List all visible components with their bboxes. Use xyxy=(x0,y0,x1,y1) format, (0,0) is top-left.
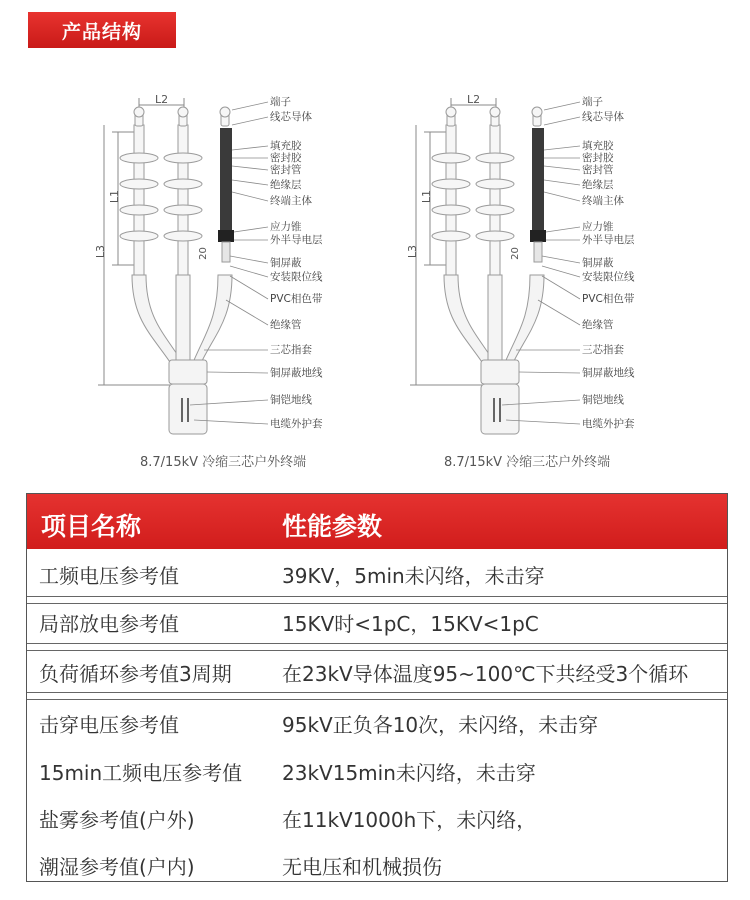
header-parameters: 性能参数 xyxy=(282,512,383,541)
row-name: 负荷循环参考值3周期 xyxy=(39,662,232,686)
label-stress-cone: 应力锥 xyxy=(270,221,302,233)
label-insul-tube: 绝缘管 xyxy=(270,319,302,331)
label-sealant: 密封胶 xyxy=(582,152,614,164)
dim-l1: L1 xyxy=(108,189,122,204)
label-pvc-tape: PVC相色带 xyxy=(270,293,323,305)
label-insulation: 绝缘层 xyxy=(582,179,614,191)
label-pvc-tape: PVC相色带 xyxy=(582,293,635,305)
label-body: 终端主体 xyxy=(270,195,312,207)
spec-table xyxy=(26,493,728,882)
row-value: 95kV正负各10次，未闪络，未击穿 xyxy=(282,713,599,737)
dim-l2: L2 xyxy=(155,93,169,106)
row-value: 在23kV导体温度95~100℃下共经受3个循环 xyxy=(282,662,689,686)
row-value: 无电压和机械损伤 xyxy=(282,855,442,879)
label-terminal: 端子 xyxy=(582,96,603,108)
row-value: 在11kV1000h下，未闪络， xyxy=(282,808,537,832)
table-row xyxy=(27,549,727,597)
row-name: 局部放电参考值 xyxy=(39,612,179,636)
row-name: 盐雾参考值(户外) xyxy=(39,808,195,832)
dim-l3: L3 xyxy=(94,244,108,259)
label-conductor: 线芯导体 xyxy=(582,111,624,123)
termination-diagram-left xyxy=(80,80,410,480)
label-seal-tube: 密封管 xyxy=(270,164,302,176)
label-copper-shield: 铜屏蔽 xyxy=(582,257,614,269)
header-item-name: 项目名称 xyxy=(41,512,142,541)
label-seal-tube: 密封管 xyxy=(582,164,614,176)
table-row xyxy=(27,605,727,644)
table-row xyxy=(27,652,727,693)
label-conductor: 线芯导体 xyxy=(270,111,312,123)
label-sealant: 密封胶 xyxy=(270,152,302,164)
label-terminal: 端子 xyxy=(270,96,291,108)
label-jacket: 电缆外护套 xyxy=(582,418,635,430)
label-body: 终端主体 xyxy=(582,195,624,207)
label-filler: 填充胶 xyxy=(582,140,614,152)
label-semicon: 外半导电层 xyxy=(270,234,323,246)
label-insulation: 绝缘层 xyxy=(270,179,302,191)
table-row xyxy=(27,746,727,793)
label-insul-tube: 绝缘管 xyxy=(582,319,614,331)
label-jacket: 电缆外护套 xyxy=(270,418,323,430)
label-limit-line: 安装限位线 xyxy=(582,271,635,283)
label-breakout: 三芯指套 xyxy=(582,344,624,356)
table-row xyxy=(27,840,727,887)
dim-l3: L3 xyxy=(406,244,420,259)
label-armor-ground: 铜铠地线 xyxy=(270,394,312,406)
diagram-caption: 8.7/15kV 冷缩三芯户外终端 xyxy=(444,455,611,470)
table-header xyxy=(27,494,727,549)
label-shield-ground: 铜屏蔽地线 xyxy=(270,367,323,379)
row-name: 击穿电压参考值 xyxy=(39,713,179,737)
row-value: 15KV时<1pC，15KV<1pC xyxy=(282,612,539,636)
termination-drawing xyxy=(80,80,410,480)
label-semicon: 外半导电层 xyxy=(582,234,635,246)
table-row xyxy=(27,793,727,840)
table-row xyxy=(27,701,727,746)
row-value: 39KV，5min未闪络，未击穿 xyxy=(282,564,545,588)
dim-20: 20 xyxy=(509,247,521,260)
dim-l1: L1 xyxy=(420,189,434,204)
row-name: 潮湿参考值(户内) xyxy=(39,855,195,879)
label-armor-ground: 铜铠地线 xyxy=(582,394,624,406)
label-copper-shield: 铜屏蔽 xyxy=(270,257,302,269)
diagram-caption: 8.7/15kV 冷缩三芯户外终端 xyxy=(140,455,307,470)
row-name: 工频电压参考值 xyxy=(39,564,179,588)
label-filler: 填充胶 xyxy=(270,140,302,152)
row-value: 23kV15min未闪络，未击穿 xyxy=(282,761,536,785)
label-limit-line: 安装限位线 xyxy=(270,271,323,283)
row-name: 15min工频电压参考值 xyxy=(39,761,243,785)
dim-l2: L2 xyxy=(467,93,481,106)
label-shield-ground: 铜屏蔽地线 xyxy=(582,367,635,379)
termination-diagram-right xyxy=(392,80,722,480)
section-title: 产品结构 xyxy=(28,12,176,48)
dim-20: 20 xyxy=(197,247,209,260)
label-stress-cone: 应力锥 xyxy=(582,221,614,233)
label-breakout: 三芯指套 xyxy=(270,344,312,356)
termination-drawing xyxy=(392,80,722,480)
